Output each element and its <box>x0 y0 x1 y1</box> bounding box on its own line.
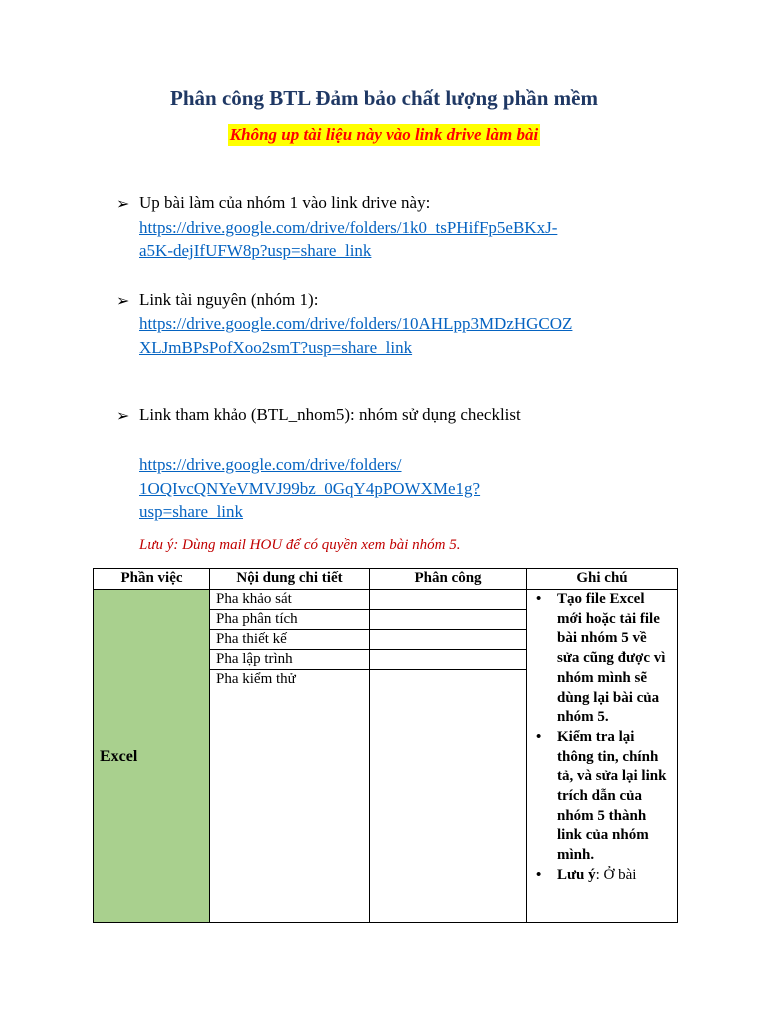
bullet-3-link-line-1[interactable]: https://drive.google.com/drive/folders/ <box>139 455 402 474</box>
assignee-cell[interactable] <box>370 630 527 650</box>
warning-wrapper <box>0 124 768 146</box>
assignee-cell[interactable] <box>370 650 527 670</box>
note-item-text: Kiểm tra lại thông tin, chính tả, và sửa lại link trích dẫn của nhóm 5 thành link của nhóm mình. <box>557 728 667 864</box>
bullet-1-link-line-2[interactable]: a5K-dejIfUFW8p?usp=share_link <box>139 241 372 260</box>
note-item-bold: Lưu ý <box>557 866 596 883</box>
warning-highlight: Không up tài liệu này vào link drive làm bài <box>229 125 539 144</box>
bullet-dot-icon: • <box>536 728 542 745</box>
arrow-bullet-icon: ➢ <box>116 196 130 213</box>
arrow-bullet-icon: ➢ <box>116 408 130 425</box>
table-header-row <box>94 569 678 590</box>
assignee-cell[interactable] <box>370 670 527 923</box>
header-phan-viec: Phần việc <box>94 569 210 590</box>
header-noi-dung: Nội dung chi tiết <box>210 569 370 590</box>
bullet-2-link-line-2[interactable]: XLJmBPsPofXoo2smT?usp=share_link <box>139 338 413 357</box>
bullet-2-text: Link tài nguyên (nhóm 1): <box>139 290 319 309</box>
phase-cell: Pha kiểm thử <box>210 670 370 923</box>
phase-cell: Pha khảo sát <box>210 590 370 610</box>
phase-cell: Pha phân tích <box>210 610 370 630</box>
bullet-3-link-line-2[interactable]: 1OQIvcQNYeVMVJ99bz_0GqY4pPOWXMe1g? <box>139 479 481 498</box>
bullet-dot-icon: • <box>536 591 542 607</box>
bullet-2-link-line-1[interactable]: https://drive.google.com/drive/folders/10AHLpp3MDzHGCOZ <box>139 314 573 333</box>
note-item <box>533 728 671 866</box>
assignee-cell[interactable] <box>370 590 527 610</box>
bullet-3-link-line-3[interactable]: usp=share_link <box>139 502 244 521</box>
bullet-1-text: Up bài làm của nhóm 1 vào link drive này: <box>139 193 431 212</box>
phase-cell: Pha thiết kế <box>210 630 370 650</box>
header-ghi-chu: Ghi chú <box>527 569 678 590</box>
excel-group-cell: Excel <box>94 590 210 923</box>
bullet-3-text: Link tham khảo (BTL_nhom5): nhóm sử dụng checklist <box>139 405 521 424</box>
note-item-text: Tạo file Excel mới hoặc tải file bài nhóm 5 về sửa cũng được vì nhóm mình sẽ dùng lại bài của nhóm 5. <box>557 591 666 726</box>
bullet-dot-icon: • <box>536 866 542 883</box>
assignee-cell[interactable] <box>370 610 527 630</box>
notes-cell <box>527 590 678 923</box>
phase-cell: Pha lập trình <box>210 650 370 670</box>
note-item-text: : Ở bài <box>595 866 637 883</box>
access-note: Lưu ý: Dùng mail HOU để có quyền xem bài nhóm 5. <box>139 537 461 553</box>
document-title: Phân công BTL Đảm bảo chất lượng phần mềm <box>170 86 598 110</box>
table-row <box>94 590 678 610</box>
assignment-table <box>93 568 678 923</box>
bullet-1-link-line-1[interactable]: https://drive.google.com/drive/folders/1k0_tsPHifFp5eBKxJ- <box>139 218 558 237</box>
header-phan-cong: Phân công <box>370 569 527 590</box>
note-item <box>533 866 671 886</box>
arrow-bullet-icon: ➢ <box>116 293 130 310</box>
note-item <box>533 590 671 728</box>
